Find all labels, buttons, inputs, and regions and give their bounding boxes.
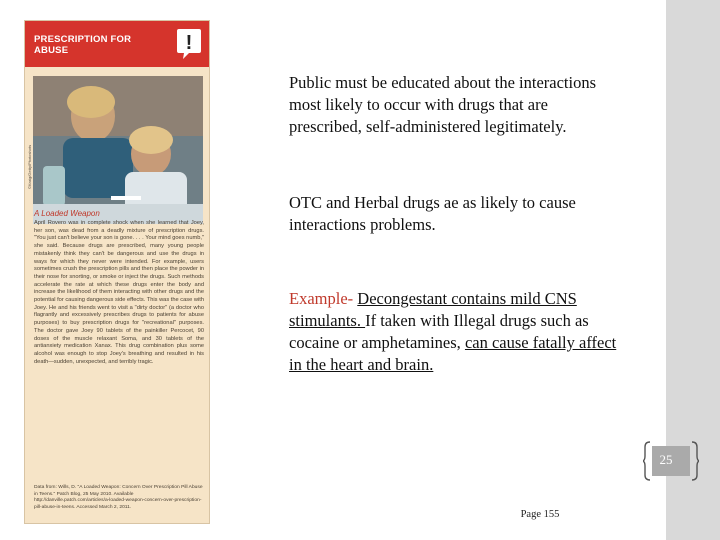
paragraph-example [289,288,624,376]
sidebar-photo [33,76,203,224]
example-label: Example [289,289,348,308]
example-fatal-effect-text: can cause fatally affect in the heart and brain. [289,333,617,374]
example-dash: - [347,289,358,308]
paragraph-public-education: Public must be educated about the interactions most likely to occur with drugs that are prescribed, self-administered legitimately. [289,73,596,136]
sidebar-source-note: Data from: Wills, D. "A Loaded Weapon: Concern Over Prescription Pill Abuse in Teens." Patch Blog, 25 May 2010. Available http://danville.patch.com/articles/a-loaded-weapon-concern-over-prescription-pill-abuse-in-teens. Accessed March 2, 2011. [34,485,203,510]
example-decongestant-text: Decongestant contains mild CNS stimulants. [289,289,577,330]
sidebar-title [34,34,174,56]
photo-credit [26,81,33,191]
sidebar-subtitle: A Loaded Weapon [34,209,100,218]
photo-illustration [33,76,203,224]
photo-credit-text: ©Kraig/Getty/Photoshots [27,144,32,189]
textbook-sidebar [24,20,210,524]
sidebar-header [25,21,210,67]
sidebar-title-line1: PRESCRIPTION FOR [34,34,132,45]
paragraph-otc-herbal: OTC and Herbal drugs ae as likely to cause interactions problems. [289,193,576,234]
sidebar-title-line2: ABUSE [34,45,69,56]
example-illegal-drugs-text: If taken with Illegal drugs such as cocaine or amphetamines, [289,311,589,352]
sidebar-body-text: April Rovero was in complete shock when she learned that Joey, her son, was dead from a deadly mixture of prescription drugs. "You just can't believe your son is gone. . . . Your mind goes numb," she said. Because drugs are prescribed, many young people mistakenly think they can't be dangerous and use the drugs in ways for which they never were intended. For example, users sometimes crush the prescription pills and then place the powder in their nose for snorting, or smoke or inject the drugs. Such methods accelerate the rate at which these drugs enter the body and increase the likelihood of them interacting with other drugs and the potential for causing dangerous side effects. This was the case with Joey. He and his friends went to visit a "dirty doctor" (a doctor who flagrantly and excessively prescribes drugs to patients for abuse purposes) to buy prescription drugs for "recreational" purposes. The doctor gave Joey 90 tablets of the painkiller Percocet, 90 doses of the muscle relaxant Soma, and 30 tablets of the antianxiety medication Xanax. This drug combination plus some alcohol was enough to stop Joey's breathing and resulted in his death—sudden, unexpected, and terribly tragic. [34,220,204,365]
page-footer: Page 155 [520,509,560,520]
exclamation-mark: ! [185,32,193,54]
slide-number: 25 [659,452,673,467]
exclamation-bubble-icon [175,27,203,61]
